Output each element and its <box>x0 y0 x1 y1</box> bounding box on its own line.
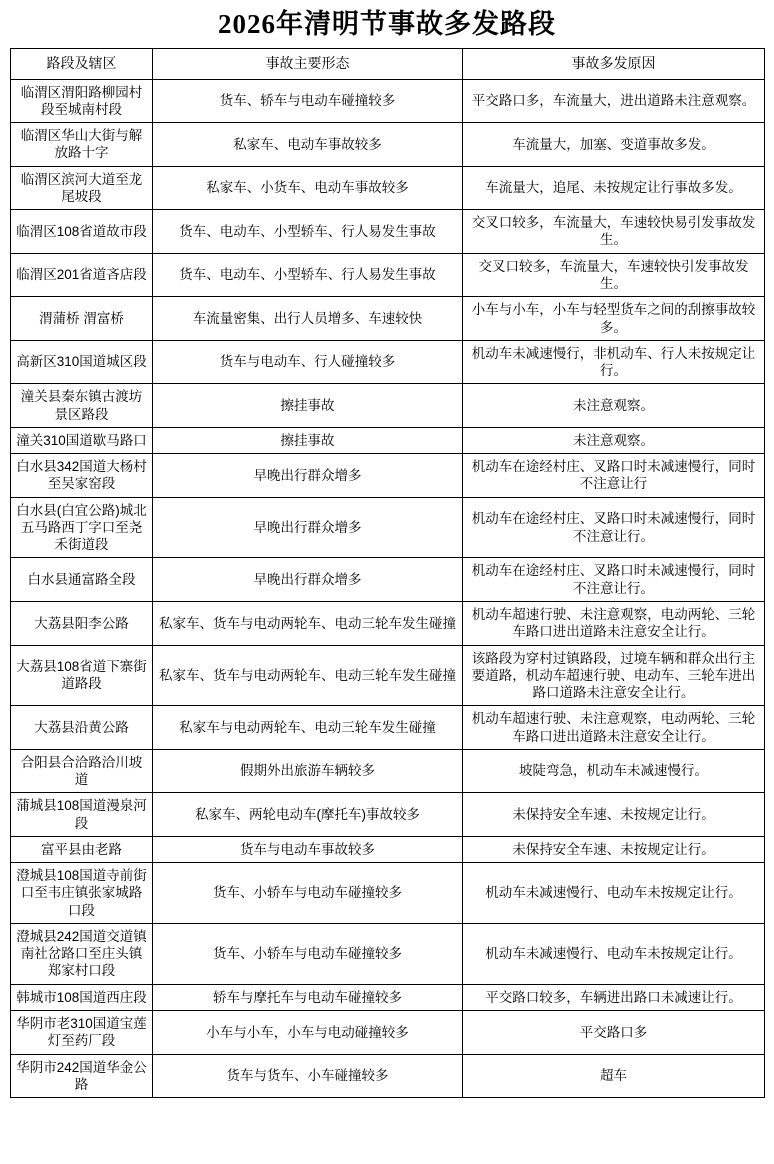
cell-accident-type: 货车、小轿车与电动车碰撞较多 <box>153 863 463 924</box>
table-row <box>11 863 765 924</box>
cell-segment: 高新区310国道城区段 <box>11 340 153 384</box>
cell-accident-type: 早晚出行群众增多 <box>153 497 463 558</box>
table-row <box>11 1054 765 1098</box>
cell-reason: 机动车未减速慢行、电动车未按规定让行。 <box>463 923 765 984</box>
cell-segment: 临渭区滨河大道至龙尾坡段 <box>11 166 153 210</box>
table-row <box>11 166 765 210</box>
cell-accident-type: 私家车、两轮电动车(摩托车)事故较多 <box>153 793 463 837</box>
table-row <box>11 454 765 498</box>
cell-accident-type: 假期外出旅游车辆较多 <box>153 749 463 793</box>
table-row <box>11 749 765 793</box>
cell-accident-type: 早晚出行群众增多 <box>153 454 463 498</box>
table-row <box>11 984 765 1010</box>
column-header-segment: 路段及辖区 <box>11 48 153 79</box>
cell-reason: 未保持安全车速、未按规定让行。 <box>463 836 765 862</box>
column-header-reason: 事故多发原因 <box>463 48 765 79</box>
cell-segment: 临渭区108省道故市段 <box>11 210 153 254</box>
cell-reason: 车流量大，加塞、变道事故多发。 <box>463 123 765 167</box>
cell-reason: 车流量大，追尾、未按规定让行事故多发。 <box>463 166 765 210</box>
cell-reason: 机动车在途经村庄、叉路口时未减速慢行，同时不注意让行 <box>463 454 765 498</box>
table-row <box>11 836 765 862</box>
cell-reason: 平交路口较多，车辆进出路口未减速让行。 <box>463 984 765 1010</box>
cell-reason: 平交路口多，车流量大，进出道路未注意观察。 <box>463 79 765 123</box>
table-row <box>11 558 765 602</box>
cell-accident-type: 私家车、电动车事故较多 <box>153 123 463 167</box>
table-row <box>11 1011 765 1055</box>
cell-segment: 韩城市108国道西庄段 <box>11 984 153 1010</box>
table-row <box>11 706 765 750</box>
cell-reason: 机动车在途经村庄、叉路口时未减速慢行，同时不注意让行。 <box>463 558 765 602</box>
cell-segment: 大荔县沿黄公路 <box>11 706 153 750</box>
table-row <box>11 384 765 428</box>
cell-segment: 潼关310国道歇马路口 <box>11 427 153 453</box>
cell-reason: 机动车未减速慢行，非机动车、行人未按规定让行。 <box>463 340 765 384</box>
table-row <box>11 340 765 384</box>
cell-accident-type: 私家车、货车与电动两轮车、电动三轮车发生碰撞 <box>153 601 463 645</box>
cell-segment: 大荔县108省道下寨街道路段 <box>11 645 153 706</box>
cell-reason: 交叉口较多，车流量大，车速较快易引发事故发生。 <box>463 210 765 254</box>
table-row <box>11 123 765 167</box>
table-row <box>11 601 765 645</box>
cell-reason: 该路段为穿村过镇路段，过境车辆和群众出行主要道路，机动车超速行驶、电动车、三轮车进出路口道路未注意安全让行。 <box>463 645 765 706</box>
cell-accident-type: 货车与货车、小车碰撞较多 <box>153 1054 463 1098</box>
cell-accident-type: 小车与小车，小车与电动碰撞较多 <box>153 1011 463 1055</box>
cell-accident-type: 货车、小轿车与电动车碰撞较多 <box>153 923 463 984</box>
column-header-type: 事故主要形态 <box>153 48 463 79</box>
cell-segment: 潼关县秦东镇古渡坊景区路段 <box>11 384 153 428</box>
cell-segment: 大荔县阳李公路 <box>11 601 153 645</box>
table-row <box>11 793 765 837</box>
cell-accident-type: 私家车与电动两轮车、电动三轮车发生碰撞 <box>153 706 463 750</box>
cell-accident-type: 擦挂事故 <box>153 427 463 453</box>
cell-reason: 机动车超速行驶、未注意观察，电动两轮、三轮车路口进出道路未注意安全让行。 <box>463 601 765 645</box>
cell-reason: 机动车在途经村庄、叉路口时未减速慢行，同时不注意让行。 <box>463 497 765 558</box>
cell-reason: 小车与小车，小车与轻型货车之间的刮擦事故较多。 <box>463 297 765 341</box>
cell-segment: 临渭区201省道吝店段 <box>11 253 153 297</box>
cell-segment: 临渭区渭阳路柳园村段至城南村段 <box>11 79 153 123</box>
cell-segment: 白水县(白宜公路)城北五马路西丁字口至尧禾街道段 <box>11 497 153 558</box>
cell-reason: 平交路口多 <box>463 1011 765 1055</box>
table-header-row <box>11 48 765 79</box>
cell-segment: 富平县由老路 <box>11 836 153 862</box>
cell-reason: 未注意观察。 <box>463 384 765 428</box>
cell-segment: 临渭区华山大街与解放路十字 <box>11 123 153 167</box>
cell-accident-type: 私家车、货车与电动两轮车、电动三轮车发生碰撞 <box>153 645 463 706</box>
table-body <box>11 79 765 1097</box>
cell-accident-type: 轿车与摩托车与电动车碰撞较多 <box>153 984 463 1010</box>
cell-segment: 蒲城县108国道漫泉河段 <box>11 793 153 837</box>
cell-accident-type: 擦挂事故 <box>153 384 463 428</box>
table-row <box>11 297 765 341</box>
cell-accident-type: 私家车、小货车、电动车事故较多 <box>153 166 463 210</box>
table-row <box>11 923 765 984</box>
table-row <box>11 253 765 297</box>
table-row <box>11 645 765 706</box>
cell-accident-type: 货车与电动车、行人碰撞较多 <box>153 340 463 384</box>
cell-segment: 合阳县合洽路洽川坡道 <box>11 749 153 793</box>
cell-segment: 澄城县108国道寺前街口至韦庄镇张家城路口段 <box>11 863 153 924</box>
cell-reason: 机动车超速行驶、未注意观察，电动两轮、三轮车路口进出道路未注意安全让行。 <box>463 706 765 750</box>
cell-segment: 白水县通富路全段 <box>11 558 153 602</box>
cell-segment: 澄城县242国道交道镇南社岔路口至庄头镇郑家村口段 <box>11 923 153 984</box>
table-row <box>11 497 765 558</box>
cell-segment: 渭蒲桥 渭富桥 <box>11 297 153 341</box>
cell-accident-type: 货车、电动车、小型轿车、行人易发生事故 <box>153 210 463 254</box>
cell-reason: 机动车未减速慢行、电动车未按规定让行。 <box>463 863 765 924</box>
cell-accident-type: 货车、电动车、小型轿车、行人易发生事故 <box>153 253 463 297</box>
cell-reason: 未注意观察。 <box>463 427 765 453</box>
cell-accident-type: 车流量密集、出行人员增多、车速较快 <box>153 297 463 341</box>
cell-accident-type: 货车与电动车事故较多 <box>153 836 463 862</box>
table-row <box>11 210 765 254</box>
cell-reason: 超车 <box>463 1054 765 1098</box>
cell-segment: 白水县342国道大杨村至吴家窑段 <box>11 454 153 498</box>
cell-reason: 交叉口较多，车流量大，车速较快引发事故发生。 <box>463 253 765 297</box>
cell-reason: 未保持安全车速、未按规定让行。 <box>463 793 765 837</box>
cell-reason: 坡陡弯急，机动车未减速慢行。 <box>463 749 765 793</box>
cell-accident-type: 早晚出行群众增多 <box>153 558 463 602</box>
table-row <box>11 427 765 453</box>
table-header <box>11 48 765 79</box>
cell-segment: 华阴市老310国道宝莲灯至药厂段 <box>11 1011 153 1055</box>
cell-accident-type: 货车、轿车与电动车碰撞较多 <box>153 79 463 123</box>
table-row <box>11 79 765 123</box>
cell-segment: 华阴市242国道华金公路 <box>11 1054 153 1098</box>
page-title: 2026年清明节事故多发路段 <box>218 9 556 39</box>
accident-prone-roads-table <box>10 48 765 1098</box>
